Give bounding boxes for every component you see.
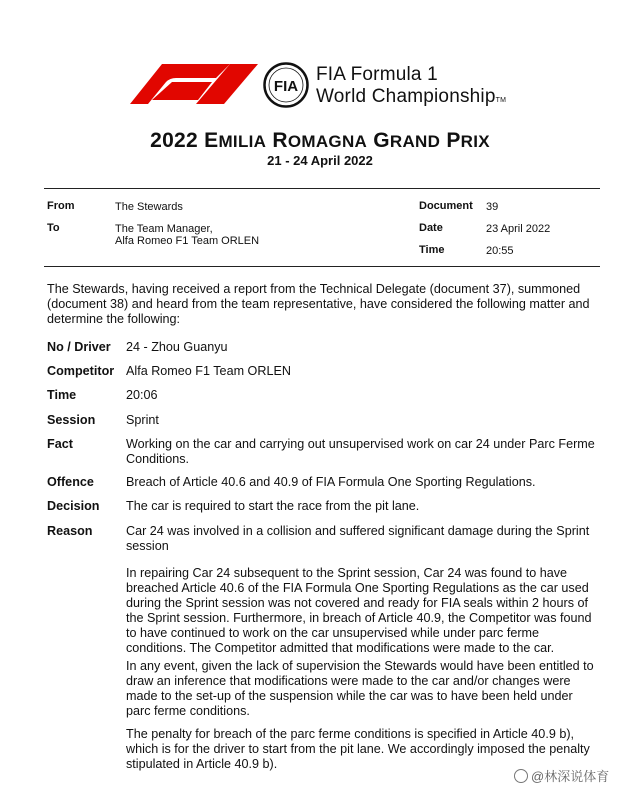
document-value: 39: [486, 201, 499, 213]
incident-time-label: Time: [47, 388, 77, 402]
driver-label: No / Driver: [47, 340, 111, 354]
f1-logo-icon: [130, 64, 260, 104]
fia-logo-text: FIA: [273, 78, 299, 95]
decision-value: The car is required to start the race from the pit lane.: [126, 499, 420, 513]
time-label: Time: [419, 244, 445, 256]
session-label: Session: [47, 413, 96, 427]
fact-value: Working on the car and carrying out unsupervised work on car 24 under Parc Ferme Conditions.: [126, 437, 595, 466]
date-label: Date: [419, 222, 443, 234]
from-label: From: [47, 200, 75, 212]
to-value-line2: Alfa Romeo F1 Team ORLEN: [115, 235, 260, 247]
document-label: Document: [419, 200, 473, 212]
date-value: 23 April 2022: [486, 223, 551, 235]
to-label: To: [47, 222, 60, 234]
offence-label: Offence: [47, 475, 94, 489]
page-title: [0, 129, 640, 153]
intro-paragraph: The Stewards, having received a report from the Technical Delegate (document 37), summoned (document 38) and heard from the team representative, have considered the following matter and determine the following:: [47, 282, 590, 326]
from-value: The Stewards: [115, 201, 183, 213]
title-year: 2022: [150, 129, 199, 152]
session-value: Sprint: [126, 413, 159, 427]
to-value-line1: The Team Manager,: [115, 223, 213, 235]
time-value: 20:55: [486, 245, 514, 257]
competitor-value: Alfa Romeo F1 Team ORLEN: [126, 364, 291, 378]
watermark-icon: [514, 769, 528, 783]
brand-line1: FIA Formula 1: [316, 64, 438, 85]
header-logo: [130, 58, 530, 114]
divider-bottom: [44, 266, 600, 267]
reason-paragraph-3: The penalty for breach of the parc ferme conditions is specified in Article 40.9 b), which is for the driver to start from the pit lane. We accordingly imposed the penalty stipulated in Article 40.9 b).: [126, 727, 590, 771]
decision-label: Decision: [47, 499, 100, 513]
fact-label: Fact: [47, 437, 73, 451]
event-dates: 21 - 24 April 2022: [267, 153, 373, 168]
reason-label: Reason: [47, 524, 93, 538]
fia-logo-icon: [263, 62, 309, 108]
driver-value: 24 - Zhou Guanyu: [126, 340, 228, 354]
reason-paragraph-2: In any event, given the lack of supervision the Stewards would have been entitled to draw an inference that modifications were made to the car and/or changes were made to the set-up of the suspension while the car was to have been held under parc ferme conditions.: [126, 659, 594, 718]
incident-time-value: 20:06: [126, 388, 158, 402]
competitor-label: Competitor: [47, 364, 115, 378]
offence-value: Breach of Article 40.6 and 40.9 of FIA Formula One Sporting Regulations.: [126, 475, 536, 489]
brand-tm: TM: [495, 97, 507, 104]
watermark-text: @林深说体育: [531, 769, 610, 784]
brand-line2-text: World Championship: [316, 86, 496, 107]
watermark: [514, 766, 609, 785]
divider-top: [44, 188, 600, 189]
reason-value: Car 24 was involved in a collision and suffered significant damage during the Sprint session: [126, 524, 590, 553]
title-name: EMILIA ROMAGNA GRAND PRIX: [204, 129, 490, 152]
reason-paragraph-1: In repairing Car 24 subsequent to the Sprint session, Car 24 was found to have breached Article 40.6 of the FIA Formula One Sporting Regulations as the car used during the Sprint session was not covered and ready for FIA seals within 2 hours of the Sprint session. Furthermore, in breach of Article 40.9, the Competitor was found to have continued to work on the car unsupervised while under parc ferme conditions. The Competitor admitted that modifications were made to the car.: [126, 566, 592, 655]
brand-line2: [316, 86, 506, 108]
